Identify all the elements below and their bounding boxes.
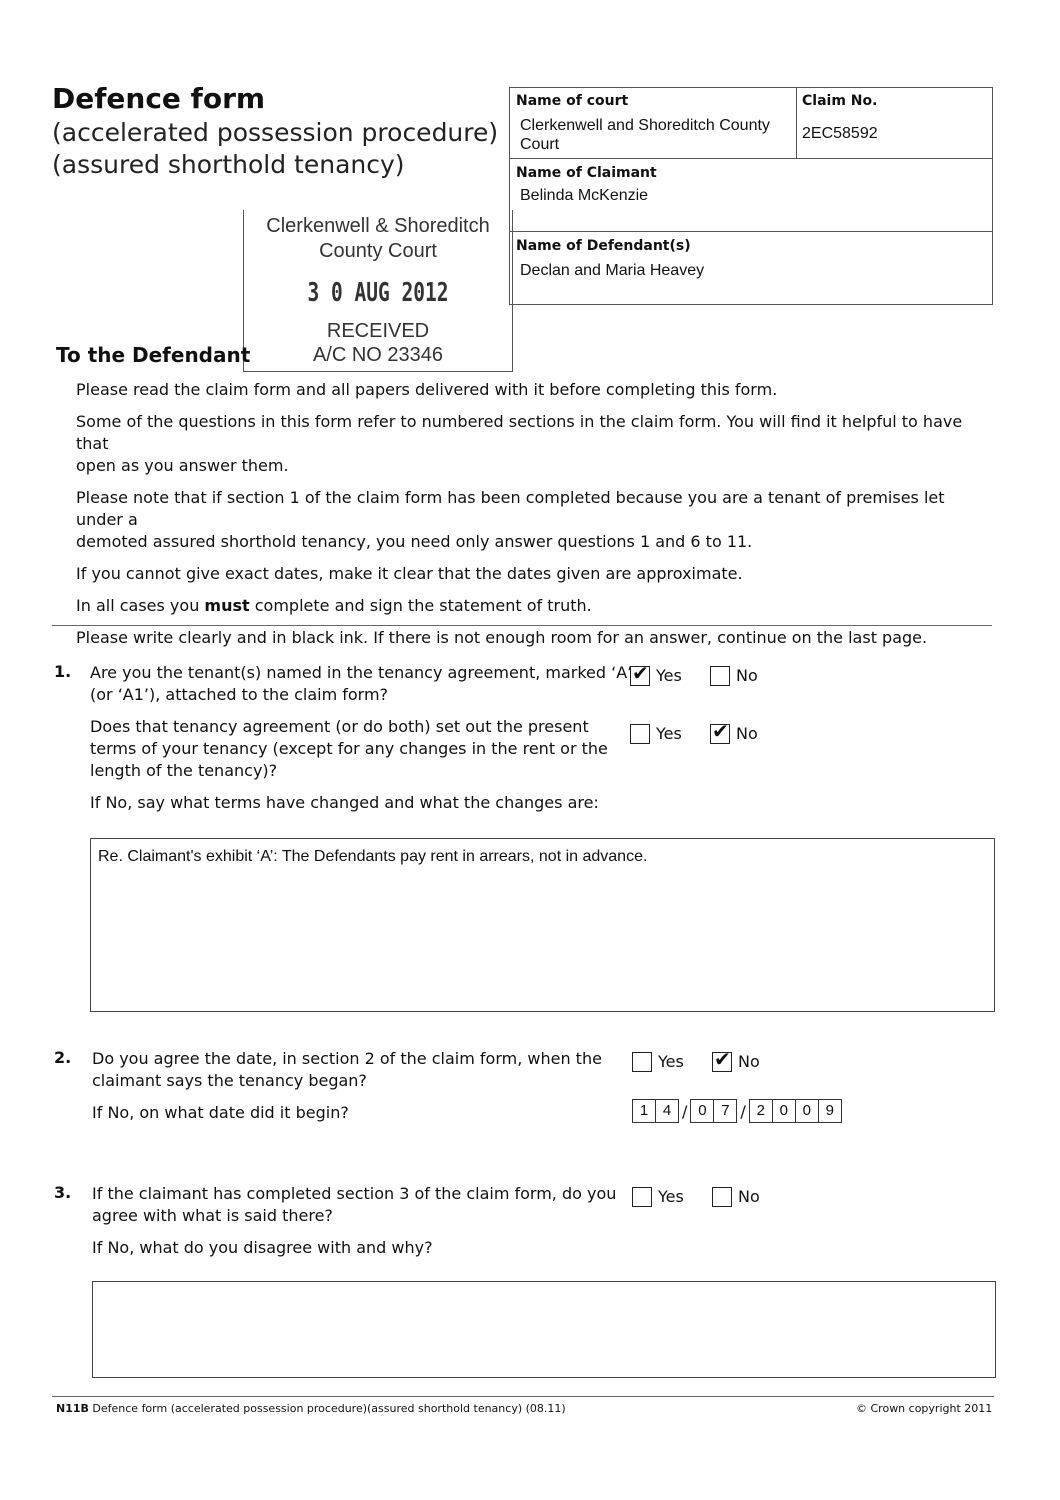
defendant-cell bbox=[510, 232, 992, 304]
q3-answer-box[interactable] bbox=[92, 1281, 996, 1378]
defendant-label: Name of Defendant(s) bbox=[516, 238, 691, 254]
footer-form-reference: N11B Defence form (accelerated possession procedure)(assured shorthold tenancy) (08.11) bbox=[56, 1402, 566, 1415]
instruction-sections-2: open as you answer them. bbox=[76, 456, 289, 475]
q1b-no-option[interactable]: ✔ No bbox=[712, 718, 758, 743]
footer-divider bbox=[52, 1396, 994, 1397]
q3-no-option[interactable]: No bbox=[712, 1186, 760, 1207]
q2-question-a: Do you agree the date, in section 2 of the claim form, when the claimant says the tenancy began? bbox=[92, 1049, 602, 1090]
court-label: Name of court bbox=[516, 93, 629, 109]
q1b-yes-checkbox[interactable] bbox=[630, 724, 650, 744]
date-year-digit-1[interactable]: 2 bbox=[749, 1099, 773, 1123]
q1a-yes-option[interactable]: ✔ Yes bbox=[632, 660, 682, 685]
q1a-yes-checkbox[interactable] bbox=[630, 660, 650, 686]
claim-cell bbox=[797, 88, 992, 159]
q3-no-checkbox[interactable] bbox=[712, 1187, 732, 1207]
stamp-account-number: A/C NO 23346 bbox=[312, 344, 444, 366]
stamp-court-line2: County Court bbox=[319, 240, 437, 262]
q2-no-option[interactable]: ✔ No bbox=[714, 1046, 760, 1071]
claim-label: Claim No. bbox=[802, 93, 878, 109]
date-year-digit-4[interactable]: 9 bbox=[818, 1099, 842, 1123]
q1-question-b: Does that tenancy agreement (or do both) set out the present terms of your tenancy (except for any changes in the rent or the length of the tenancy)? bbox=[90, 717, 608, 780]
claimant-cell bbox=[510, 159, 992, 232]
section-divider bbox=[52, 625, 992, 626]
q3-number: 3. bbox=[54, 1183, 72, 1202]
instruction-sections-1: Some of the questions in this form refer to numbered sections in the claim form. You will find it helpful to have that bbox=[76, 412, 963, 453]
q3-yes-option[interactable]: Yes bbox=[632, 1186, 684, 1207]
q3-yes-checkbox[interactable] bbox=[632, 1187, 652, 1207]
instruction-black-ink: Please write clearly and in black ink. If there is not enough room for an answer, continue on the last page. bbox=[76, 628, 928, 647]
stamp-received: RECEIVED bbox=[326, 320, 430, 342]
q1-number: 1. bbox=[54, 662, 72, 681]
date-day-digit-1[interactable]: 1 bbox=[632, 1099, 656, 1123]
court-received-stamp bbox=[243, 210, 513, 372]
claimant-label: Name of Claimant bbox=[516, 165, 657, 181]
defendant-value: Declan and Maria Heavey bbox=[520, 262, 705, 279]
footer-copyright: © Crown copyright 2011 bbox=[856, 1402, 993, 1415]
q2-no-checkbox[interactable] bbox=[712, 1046, 732, 1072]
q1a-no-option[interactable]: No bbox=[710, 665, 758, 686]
case-details-box bbox=[509, 87, 993, 305]
date-month-digit-1[interactable]: 0 bbox=[690, 1099, 714, 1123]
q1b-yes-option[interactable]: Yes bbox=[630, 723, 682, 744]
claim-number: 2EC58592 bbox=[802, 125, 878, 142]
q1b-no-checkbox[interactable] bbox=[710, 718, 730, 744]
date-year-digit-2[interactable]: 0 bbox=[772, 1099, 796, 1123]
instruction-dates: If you cannot give exact dates, make it clear that the dates given are approximate. bbox=[76, 564, 743, 583]
q1-question-a: Are you the tenant(s) named in the tenancy agreement, marked ‘A’ (or ‘A1’), attached to the claim form? bbox=[90, 663, 633, 704]
instruction-demoted-1: Please note that if section 1 of the claim form has been completed because you are a tenant of premises let under a bbox=[76, 488, 945, 529]
date-separator: / bbox=[740, 1101, 746, 1121]
date-year-digit-3[interactable]: 0 bbox=[795, 1099, 819, 1123]
q2-number: 2. bbox=[54, 1048, 72, 1067]
court-value-line2: Court bbox=[520, 136, 560, 153]
instruction-read: Please read the claim form and all papers delivered with it before completing this form. bbox=[76, 380, 778, 399]
stamp-date: 3 0 AUG 2012 bbox=[307, 278, 449, 308]
q1-answer-box[interactable] bbox=[90, 838, 995, 1012]
court-cell bbox=[510, 88, 797, 159]
q2-yes-option[interactable]: Yes bbox=[632, 1051, 684, 1072]
q2-date-field[interactable] bbox=[632, 1099, 841, 1123]
instruction-demoted-2: demoted assured shorthold tenancy, you need only answer questions 1 and 6 to 11. bbox=[76, 532, 753, 551]
date-day-digit-2[interactable]: 4 bbox=[655, 1099, 679, 1123]
q3-question-b: If No, what do you disagree with and why? bbox=[92, 1238, 433, 1257]
date-separator: / bbox=[682, 1101, 688, 1121]
check-icon: ✔ bbox=[714, 1046, 731, 1071]
q1a-no-checkbox[interactable] bbox=[710, 666, 730, 686]
date-month-digit-2[interactable]: 7 bbox=[713, 1099, 737, 1123]
to-defendant-heading: To the Defendant bbox=[56, 343, 251, 367]
instruction-statement-of-truth: In all cases you must complete and sign the statement of truth. bbox=[76, 596, 592, 615]
q1-answer-text: Re. Claimant's exhibit ‘A’: The Defendants pay rent in arrears, not in advance. bbox=[98, 848, 648, 865]
q2-yes-checkbox[interactable] bbox=[632, 1052, 652, 1072]
check-icon: ✔ bbox=[712, 718, 729, 743]
instructions bbox=[76, 379, 991, 649]
q1-question-c: If No, say what terms have changed and what the changes are: bbox=[90, 793, 599, 812]
form-subtitle-tenancy: (assured shorthold tenancy) bbox=[52, 150, 405, 179]
q2-question-b: If No, on what date did it begin? bbox=[92, 1103, 349, 1122]
claimant-value: Belinda McKenzie bbox=[520, 187, 649, 204]
form-subtitle-procedure: (accelerated possession procedure) bbox=[52, 118, 499, 147]
court-value-line1: Clerkenwell and Shoreditch County bbox=[520, 117, 770, 134]
stamp-court-line1: Clerkenwell & Shoreditch bbox=[266, 215, 490, 237]
q3-question-a: If the claimant has completed section 3 of the claim form, do you agree with what is said there? bbox=[92, 1184, 617, 1225]
form-title: Defence form bbox=[52, 82, 266, 115]
check-icon: ✔ bbox=[632, 660, 649, 685]
